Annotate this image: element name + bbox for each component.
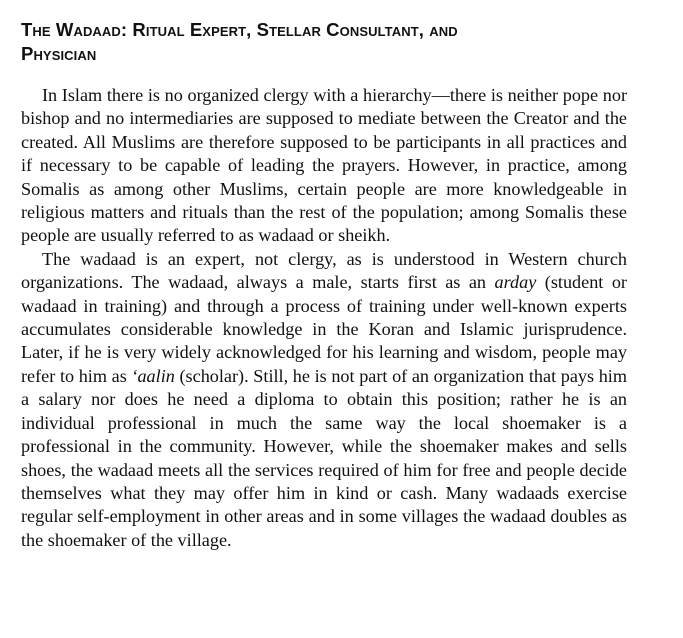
term-aalin: ‘aalin bbox=[131, 365, 175, 386]
paragraph-1: In Islam there is no organized clergy with a hierarchy—there is neither pope nor bishop and no intermediaries are supposed to mediate between the Creator and the created. All Muslims are therefore supposed to be participants in all practices and if necessary to be capable of leading the prayers. However, in practice, among Somalis as among other Muslims, certain people are more knowledgeable in religious matters and rituals than the rest of the population; among Somalis these people are usually referred to as wadaad or sheikh. bbox=[21, 85, 627, 246]
paragraph-2-part-2: (student or wadaad in training) and through a process of training under well-known experts accumulates considerable knowledge in the Koran and Islamic jurisprudence. Later, if he is very widely acknowledged for his learning and wisdom, people may refer to him as bbox=[21, 272, 627, 386]
term-arday: arday bbox=[494, 272, 537, 293]
section-body bbox=[21, 84, 627, 552]
paragraph-2-part-1: The wadaad is an expert, not clergy, as is understood in Western church organizations. The wadaad, always a male, starts first as an bbox=[21, 248, 627, 293]
section-heading-line-2: Physician bbox=[21, 43, 97, 64]
paragraph-2-part-3: (scholar). Still, he is not part of an organization that pays him a salary nor does he need a diploma to obtain this position; rather he is an individual professional in much the same way the local shoemaker is a professional in the community. However, while the shoemaker makes and sells shoes, the wadaad meets all the services required of him for free and people decide themselves what they may offer him in kind or cash. Many wadaads exercise regular self-employment in other areas and in some villages the wadaad doubles as the shoemaker of the village. bbox=[21, 365, 627, 550]
section-heading bbox=[21, 18, 627, 66]
section-heading-line-1: The Wadaad: Ritual Expert, Stellar Consultant, and bbox=[21, 19, 458, 40]
paragraph-2 bbox=[21, 248, 627, 552]
